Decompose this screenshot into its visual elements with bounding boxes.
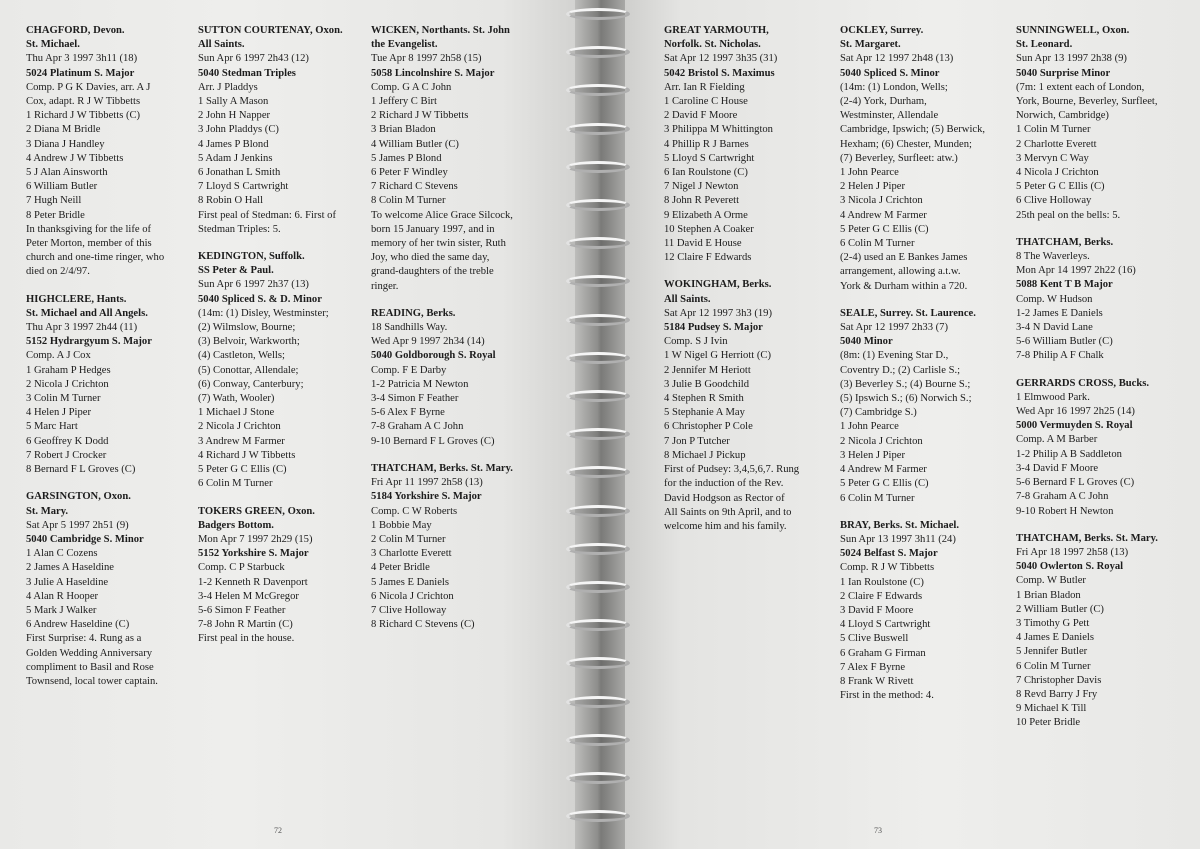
peal-line: Tue Apr 8 1997 2h58 (15) bbox=[371, 53, 482, 65]
binding-ring bbox=[566, 161, 630, 173]
peal-line: Norwich, Cambridge) bbox=[1016, 110, 1109, 122]
tower-name: Badgers Bottom. bbox=[198, 519, 274, 531]
peal-line: In thanksgiving for the life of bbox=[26, 223, 152, 235]
peal-entry bbox=[1016, 236, 1184, 364]
peal-line: Mon Apr 7 1997 2h29 (15) bbox=[198, 533, 313, 545]
peal-entry bbox=[840, 519, 1008, 704]
peal-line: Sun Apr 6 1997 2h37 (13) bbox=[198, 279, 309, 291]
peal-line: 7 Clive Holloway bbox=[371, 604, 447, 616]
peal-line: 8 Michael J Pickup bbox=[664, 449, 746, 461]
right-col-3 bbox=[1016, 24, 1184, 744]
peal-line: 6 Colin M Turner bbox=[840, 492, 915, 504]
peal-line: 2 Nicola J Crichton bbox=[198, 421, 281, 433]
peal-line: 8 Revd Barry J Fry bbox=[1016, 688, 1098, 700]
binding-ring bbox=[566, 543, 630, 555]
peal-line: 7 Robert J Crocker bbox=[26, 449, 107, 461]
peal-line: Sun Apr 13 1997 3h11 (24) bbox=[840, 533, 956, 545]
peal-entry bbox=[26, 24, 194, 280]
tower-name: HIGHCLERE, Hants. bbox=[26, 293, 127, 305]
peal-line: York & Durham within a 720. bbox=[840, 280, 968, 292]
peal-line: 9-10 Robert H Newton bbox=[1016, 505, 1114, 517]
peal-entry bbox=[840, 307, 1008, 506]
peal-line: 5 Peter G C Ellis (C) bbox=[198, 464, 287, 476]
peal-line: (2-4) used an E Bankes James bbox=[840, 252, 968, 264]
tower-name: St. Mary. bbox=[26, 505, 69, 517]
peal-line: First in the method: 4. bbox=[840, 690, 934, 702]
peal-line: 3 Andrew M Farmer bbox=[198, 435, 285, 447]
method-title: 5040 Stedman Triples bbox=[198, 67, 296, 79]
peal-line: 4 Nicola J Crichton bbox=[1016, 167, 1099, 179]
peal-line: (4) Castleton, Wells; bbox=[198, 350, 285, 362]
peal-line: born 15 January 1997, and in bbox=[371, 223, 495, 235]
peal-line: 4 Richard J W Tibbetts bbox=[198, 449, 296, 461]
peal-line: 1 Jeffery C Birt bbox=[371, 96, 438, 108]
peal-line: Arr. J Pladdys bbox=[198, 81, 258, 93]
peal-line: 1 Elmwood Park. bbox=[1016, 391, 1090, 403]
peal-line: Hexham; (6) Chester, Munden; bbox=[840, 138, 972, 150]
peal-line: 6 Peter F Windley bbox=[371, 167, 448, 179]
binding-ring bbox=[566, 505, 630, 517]
peal-line: 6 Colin M Turner bbox=[840, 238, 915, 250]
peal-line: 6 Christopher P Cole bbox=[664, 421, 753, 433]
method-title: 5152 Hydrargyum S. Major bbox=[26, 336, 152, 348]
peal-line: Comp. C P Starbuck bbox=[198, 562, 285, 574]
peal-entry bbox=[840, 24, 1008, 294]
peal-line: 7 Christopher Davis bbox=[1016, 674, 1102, 686]
peal-line: Sun Apr 6 1997 2h43 (12) bbox=[198, 53, 309, 65]
peal-line: York, Bourne, Beverley, Surfleet, bbox=[1016, 96, 1158, 108]
tower-name: SEALE, Surrey. St. Laurence. bbox=[840, 307, 976, 319]
left-col-1 bbox=[26, 24, 194, 702]
peal-line: 1 Caroline C House bbox=[664, 96, 748, 108]
page-number-right: 73 bbox=[874, 826, 882, 835]
peal-line: 5 Stephanie A May bbox=[664, 407, 745, 419]
peal-line: 4 James P Blond bbox=[198, 138, 269, 150]
tower-name: WICKEN, Northants. St. John bbox=[371, 25, 510, 36]
peal-line: 4 Stephen R Smith bbox=[664, 393, 744, 405]
peal-line: 6 Ian Roulstone (C) bbox=[664, 167, 748, 179]
peal-line: 2 Diana M Bridle bbox=[26, 124, 101, 136]
peal-line: 1 W Nigel G Herriott (C) bbox=[664, 350, 771, 362]
tower-name: SUTTON COURTENAY, Oxon. bbox=[198, 25, 343, 36]
tower-name: SS Peter & Paul. bbox=[198, 265, 274, 277]
peal-line: Comp. R J W Tibbetts bbox=[840, 562, 935, 574]
peal-line: 5-6 Bernard F L Groves (C) bbox=[1016, 477, 1135, 489]
peal-line: 2 Charlotte Everett bbox=[1016, 138, 1097, 150]
binding-ring bbox=[566, 352, 630, 364]
peal-line: 8 Colin M Turner bbox=[371, 195, 446, 207]
method-title: 5088 Kent T B Major bbox=[1016, 279, 1113, 291]
peal-line: (6) Conway, Canterbury; bbox=[198, 378, 304, 390]
peal-line: 3 Brian Bladon bbox=[371, 124, 436, 136]
peal-line: 8 John R Peverett bbox=[664, 195, 740, 207]
peal-line: 2 Nicola J Crichton bbox=[26, 378, 109, 390]
right-page bbox=[610, 0, 1200, 849]
binding-ring bbox=[566, 199, 630, 211]
peal-line: Wed Apr 9 1997 2h34 (14) bbox=[371, 336, 485, 348]
peal-line: 1 Ian Roulstone (C) bbox=[840, 576, 924, 588]
peal-line: 3 Philippa M Whittington bbox=[664, 124, 773, 136]
peal-line: Comp. A J Cox bbox=[26, 350, 91, 362]
peal-line: 1 Sally A Mason bbox=[198, 96, 269, 108]
peal-line: 2 David F Moore bbox=[664, 110, 738, 122]
peal-line: 5 Lloyd S Cartwright bbox=[664, 152, 755, 164]
peal-line: 5 Clive Buswell bbox=[840, 633, 909, 645]
peal-line: Fri Apr 18 1997 2h58 (13) bbox=[1016, 546, 1129, 558]
peal-line: 3-4 N David Lane bbox=[1016, 322, 1093, 334]
peal-line: 1-2 Kenneth R Davenport bbox=[198, 576, 308, 588]
method-title: 5040 Spliced S. & D. Minor bbox=[198, 293, 322, 305]
peal-line: (7) Cambridge S.) bbox=[840, 407, 917, 419]
binding-ring bbox=[566, 581, 630, 593]
peal-line: ringer. bbox=[371, 280, 399, 292]
peal-entry bbox=[1016, 24, 1184, 223]
tower-name: THATCHAM, Berks. St. Mary. bbox=[1016, 532, 1158, 544]
tower-name: CHAGFORD, Devon. bbox=[26, 25, 125, 36]
peal-line: Sat Apr 12 1997 3h3 (19) bbox=[664, 307, 772, 319]
peal-line: 7 Richard C Stevens bbox=[371, 181, 458, 193]
method-title: 5040 Owlerton S. Royal bbox=[1016, 561, 1124, 573]
peal-line: Wed Apr 16 1997 2h25 (14) bbox=[1016, 406, 1135, 418]
peal-line: 6 Geoffrey K Dodd bbox=[26, 435, 109, 447]
peal-line: Fri Apr 11 1997 2h58 (13) bbox=[371, 477, 483, 489]
peal-line: 4 Andrew M Farmer bbox=[840, 464, 927, 476]
peal-line: 10 Peter Bridle bbox=[1016, 717, 1081, 729]
peal-line: 8 Robin O Hall bbox=[198, 195, 264, 207]
peal-line: Thu Apr 3 1997 3h11 (18) bbox=[26, 53, 138, 65]
peal-line: First peal of Stedman: 6. First of bbox=[198, 209, 337, 221]
peal-entry bbox=[371, 307, 539, 449]
peal-line: Comp. P G K Davies, arr. A J bbox=[26, 81, 151, 93]
peal-line: 4 Alan R Hooper bbox=[26, 590, 99, 602]
peal-line: Comp. F E Darby bbox=[371, 364, 447, 376]
binding-ring bbox=[566, 734, 630, 746]
peal-line: 4 Helen J Piper bbox=[26, 407, 92, 419]
peal-line: 3 Julie A Haseldine bbox=[26, 576, 109, 588]
peal-line: First peal in the house. bbox=[198, 633, 295, 645]
peal-line: Comp. W Hudson bbox=[1016, 293, 1093, 305]
peal-line: 4 Peter Bridle bbox=[371, 562, 430, 574]
peal-line: Westminster, Allendale bbox=[840, 110, 939, 122]
peal-line: 6 Andrew Haseldine (C) bbox=[26, 619, 130, 631]
peal-line: memory of her twin sister, Ruth bbox=[371, 238, 506, 250]
binding-ring bbox=[566, 696, 630, 708]
peal-line: 1 Bobbie May bbox=[371, 519, 432, 531]
right-col-1 bbox=[664, 24, 832, 547]
peal-line: 3 Diana J Handley bbox=[26, 138, 105, 150]
tower-name: READING, Berks. bbox=[371, 307, 456, 319]
peal-line: 7 Jon P Tutcher bbox=[664, 435, 730, 447]
peal-line: 1-2 James E Daniels bbox=[1016, 307, 1103, 319]
tower-name: St. Margaret. bbox=[840, 39, 901, 51]
method-title: 5042 Bristol S. Maximus bbox=[664, 67, 775, 79]
tower-name: TOKERS GREEN, Oxon. bbox=[198, 505, 315, 517]
peal-line: Comp. W Butler bbox=[1016, 575, 1086, 587]
peal-entry bbox=[26, 293, 194, 478]
peal-line: 6 Colin M Turner bbox=[198, 478, 273, 490]
binding-ring bbox=[566, 314, 630, 326]
tower-name: GERRARDS CROSS, Bucks. bbox=[1016, 377, 1150, 389]
peal-line: 6 Colin M Turner bbox=[1016, 660, 1091, 672]
peal-line: compliment to Basil and Rose bbox=[26, 661, 154, 673]
binding-ring bbox=[566, 123, 630, 135]
method-title: 5184 Yorkshire S. Major bbox=[371, 491, 482, 503]
peal-line: 2 James A Haseldine bbox=[26, 562, 114, 574]
tower-name: GARSINGTON, Oxon. bbox=[26, 491, 131, 503]
peal-line: Peter Morton, member of this bbox=[26, 238, 152, 250]
tower-name: St. Michael and All Angels. bbox=[26, 307, 148, 319]
peal-entry bbox=[1016, 377, 1184, 519]
peal-line: 7 Hugh Neill bbox=[26, 195, 82, 207]
page-number-left: 72 bbox=[274, 826, 282, 835]
peal-line: 5 James E Daniels bbox=[371, 576, 449, 588]
peal-line: 9-10 Bernard F L Groves (C) bbox=[371, 435, 495, 447]
peal-line: Coventry D.; (2) Carlisle S.; bbox=[840, 364, 961, 376]
peal-line: Cambridge, Ipswich; (5) Berwick, bbox=[840, 124, 986, 136]
peal-entry bbox=[198, 505, 366, 647]
peal-line: 8 Bernard F L Groves (C) bbox=[26, 464, 136, 476]
peal-line: 8 Frank W Rivett bbox=[840, 675, 914, 687]
peal-line: (14m: (1) Disley, Westminster; bbox=[198, 307, 329, 319]
peal-entry bbox=[26, 490, 194, 689]
peal-line: 7 Lloyd S Cartwright bbox=[198, 181, 289, 193]
peal-entry bbox=[664, 24, 832, 265]
peal-line: 7-8 Graham A C John bbox=[371, 421, 464, 433]
peal-line: 11 David E House bbox=[664, 238, 742, 250]
peal-line: 5-6 Simon F Feather bbox=[198, 604, 286, 616]
binding-ring bbox=[566, 772, 630, 784]
peal-line: Cox, adapt. R J W Tibbetts bbox=[26, 96, 141, 108]
peal-line: Sat Apr 12 1997 3h35 (31) bbox=[664, 53, 778, 65]
peal-line: Sun Apr 13 1997 2h38 (9) bbox=[1016, 53, 1127, 65]
tower-name: BRAY, Berks. St. Michael. bbox=[840, 519, 959, 531]
peal-line: (7) Wath, Wooler) bbox=[198, 393, 275, 405]
method-title: 5024 Belfast S. Major bbox=[840, 548, 938, 560]
peal-line: 4 Lloyd S Cartwright bbox=[840, 619, 931, 631]
tower-name: GREAT YARMOUTH, bbox=[664, 25, 769, 36]
peal-line: 3 Charlotte Everett bbox=[371, 548, 452, 560]
peal-line: Sat Apr 12 1997 2h33 (7) bbox=[840, 322, 948, 334]
peal-line: (2) Wilmslow, Bourne; bbox=[198, 322, 296, 334]
peal-line: 3 David F Moore bbox=[840, 604, 914, 616]
peal-line: 7-8 Graham A C John bbox=[1016, 491, 1109, 503]
method-title: 5152 Yorkshire S. Major bbox=[198, 548, 309, 560]
peal-line: 1 Brian Bladon bbox=[1016, 589, 1081, 601]
peal-line: 3 Helen J Piper bbox=[840, 449, 906, 461]
peal-line: 5 Peter G C Ellis (C) bbox=[840, 478, 929, 490]
peal-line: 2 John H Napper bbox=[198, 110, 271, 122]
left-col-2 bbox=[198, 24, 366, 660]
peal-line: (5) Conottar, Allendale; bbox=[198, 364, 299, 376]
peal-line: 2 William Butler (C) bbox=[1016, 603, 1104, 615]
binding-ring bbox=[566, 8, 630, 20]
peal-line: 10 Stephen A Coaker bbox=[664, 223, 754, 235]
peal-line: 5-6 Alex F Byrne bbox=[371, 407, 445, 419]
method-title: 5040 Surprise Minor bbox=[1016, 67, 1111, 79]
peal-line: 5 Mark J Walker bbox=[26, 604, 97, 616]
peal-line: 3 John Pladdys (C) bbox=[198, 124, 279, 136]
peal-line: First of Pudsey: 3,4,5,6,7. Rung bbox=[664, 464, 800, 476]
tower-name: Norfolk. St. Nicholas. bbox=[664, 39, 761, 51]
peal-line: 1 Colin M Turner bbox=[1016, 124, 1091, 136]
peal-line: 3-4 David F Moore bbox=[1016, 462, 1099, 474]
peal-line: 1 Michael J Stone bbox=[198, 407, 275, 419]
peal-line: 5-6 William Butler (C) bbox=[1016, 336, 1113, 348]
peal-line: grand-daughters of the treble bbox=[371, 266, 494, 278]
peal-line: (5) Ipswich S.; (6) Norwich S.; bbox=[840, 393, 972, 405]
peal-line: (8m: (1) Evening Star D., bbox=[840, 350, 949, 362]
peal-line: (14m: (1) London, Wells; bbox=[840, 81, 948, 93]
peal-line: Mon Apr 14 1997 2h22 (16) bbox=[1016, 265, 1136, 277]
peal-line: 4 Phillip R J Barnes bbox=[664, 138, 749, 150]
peal-line: 4 Andrew J W Tibbetts bbox=[26, 152, 124, 164]
peal-line: All Saints on 9th April, and to bbox=[664, 506, 792, 518]
peal-line: 2 Nicola J Crichton bbox=[840, 435, 923, 447]
peal-entry bbox=[371, 24, 539, 294]
peal-line: 1 Graham P Hedges bbox=[26, 364, 111, 376]
peal-line: Sat Apr 12 1997 2h48 (13) bbox=[840, 53, 954, 65]
peal-line: 1 John Pearce bbox=[840, 421, 899, 433]
peal-line: Sat Apr 5 1997 2h51 (9) bbox=[26, 519, 129, 531]
peal-line: 3-4 Helen M McGregor bbox=[198, 590, 299, 602]
peal-line: 9 Michael K Till bbox=[1016, 703, 1087, 715]
peal-line: 2 Helen J Piper bbox=[840, 181, 906, 193]
peal-line: (7) Beverley, Surfleet: atw.) bbox=[840, 152, 958, 164]
peal-line: 6 William Butler bbox=[26, 181, 98, 193]
peal-line: 5 J Alan Ainsworth bbox=[26, 167, 108, 179]
peal-line: 1-2 Patricia M Newton bbox=[371, 378, 469, 390]
peal-entry bbox=[198, 250, 366, 491]
peal-line: 1 John Pearce bbox=[840, 167, 899, 179]
tower-name: WOKINGHAM, Berks. bbox=[664, 279, 772, 291]
peal-line: arrangement, allowing a.t.w. bbox=[840, 266, 961, 278]
peal-line: 1 Alan C Cozens bbox=[26, 548, 98, 560]
peal-line: 3 Julie B Goodchild bbox=[664, 378, 750, 390]
method-title: 5040 Cambridge S. Minor bbox=[26, 533, 144, 545]
peal-line: 7 Alex F Byrne bbox=[840, 661, 906, 673]
peal-line: Comp. S J Ivin bbox=[664, 336, 728, 348]
method-title: 5024 Platinum S. Major bbox=[26, 67, 135, 79]
peal-entry bbox=[198, 24, 366, 237]
peal-line: 3-4 Simon F Feather bbox=[371, 393, 459, 405]
peal-line: 5 James P Blond bbox=[371, 152, 442, 164]
peal-line: 2 Claire F Edwards bbox=[840, 590, 923, 602]
peal-line: died on 2/4/97. bbox=[26, 266, 90, 278]
peal-line: 7-8 John R Martin (C) bbox=[198, 619, 293, 631]
peal-line: 5 Adam J Jenkins bbox=[198, 152, 273, 164]
peal-line: 18 Sandhills Way. bbox=[371, 322, 448, 334]
peal-line: 8 Peter Bridle bbox=[26, 209, 85, 221]
peal-line: David Hodgson as Rector of bbox=[664, 492, 785, 504]
peal-line: Stedman Triples: 5. bbox=[198, 223, 281, 235]
peal-line: (3) Beverley S.; (4) Bourne S.; bbox=[840, 378, 971, 390]
tower-name: KEDINGTON, Suffolk. bbox=[198, 251, 305, 263]
tower-name: SUNNINGWELL, Oxon. bbox=[1016, 25, 1130, 36]
peal-line: 5 Peter G C Ellis (C) bbox=[1016, 181, 1105, 193]
peal-line: 6 Graham G Firman bbox=[840, 647, 926, 659]
peal-line: First Surprise: 4. Rung as a bbox=[26, 633, 142, 645]
peal-line: Joy, who died the same day, bbox=[371, 252, 490, 264]
peal-line: welcome him and his family. bbox=[664, 520, 787, 532]
tower-name: THATCHAM, Berks. St. Mary. bbox=[371, 462, 513, 474]
peal-line: 6 Jonathan L Smith bbox=[198, 167, 281, 179]
peal-entry bbox=[1016, 532, 1184, 731]
peal-line: Townsend, local tower captain. bbox=[26, 675, 158, 687]
peal-line: 4 William Butler (C) bbox=[371, 138, 459, 150]
peal-line: Thu Apr 3 1997 2h44 (11) bbox=[26, 322, 138, 334]
peal-line: 1 Richard J W Tibbetts (C) bbox=[26, 110, 141, 122]
tower-name: St. Michael. bbox=[26, 39, 80, 51]
peal-entry bbox=[371, 462, 539, 632]
peal-line: 4 Andrew M Farmer bbox=[840, 209, 927, 221]
method-title: 5040 Spliced S. Minor bbox=[840, 67, 940, 79]
peal-line: 9 Elizabeth A Orme bbox=[664, 209, 748, 221]
peal-line: Arr. Ian R Fielding bbox=[664, 81, 745, 93]
peal-line: Comp. G A C John bbox=[371, 81, 452, 93]
binding-ring bbox=[566, 390, 630, 402]
peal-line: Comp. C W Roberts bbox=[371, 505, 458, 517]
peal-line: 12 Claire F Edwards bbox=[664, 252, 752, 264]
peal-line: To welcome Alice Grace Silcock, bbox=[371, 209, 513, 221]
peal-line: 7 Nigel J Newton bbox=[664, 181, 739, 193]
peal-line: 5 Peter G C Ellis (C) bbox=[840, 223, 929, 235]
tower-name: THATCHAM, Berks. bbox=[1016, 236, 1114, 248]
peal-line: 2 Richard J W Tibbetts bbox=[371, 110, 469, 122]
method-title: 5184 Pudsey S. Major bbox=[664, 322, 763, 334]
peal-line: 6 Clive Holloway bbox=[1016, 195, 1092, 207]
peal-line: 7-8 Philip A F Chalk bbox=[1016, 350, 1104, 362]
peal-line: 5 Marc Hart bbox=[26, 421, 78, 433]
peal-line: 5 Jennifer Butler bbox=[1016, 646, 1088, 658]
tower-name: the Evangelist. bbox=[371, 39, 438, 51]
left-col-3 bbox=[371, 24, 539, 645]
peal-line: (7m: 1 extent each of London, bbox=[1016, 81, 1145, 93]
peal-line: Comp. A M Barber bbox=[1016, 434, 1098, 446]
method-title: 5000 Vermuyden S. Royal bbox=[1016, 420, 1133, 432]
peal-line: 6 Nicola J Crichton bbox=[371, 590, 454, 602]
peal-line: 2 Colin M Turner bbox=[371, 533, 446, 545]
peal-line: 2 Jennifer M Heriott bbox=[664, 364, 751, 376]
tower-name: All Saints. bbox=[664, 293, 711, 305]
peal-line: (3) Belvoir, Warkworth; bbox=[198, 336, 300, 348]
peal-line: 8 Richard C Stevens (C) bbox=[371, 619, 475, 631]
peal-line: (2-4) York, Durham, bbox=[840, 96, 927, 108]
right-col-2 bbox=[840, 24, 1008, 716]
method-title: 5058 Lincolnshire S. Major bbox=[371, 67, 495, 79]
peal-line: 3 Nicola J Crichton bbox=[840, 195, 923, 207]
peal-line: 8 The Waverleys. bbox=[1016, 251, 1090, 263]
tower-name: OCKLEY, Surrey. bbox=[840, 25, 924, 36]
peal-line: 3 Colin M Turner bbox=[26, 393, 101, 405]
peal-line: 4 James E Daniels bbox=[1016, 632, 1094, 644]
peal-line: 25th peal on the bells: 5. bbox=[1016, 209, 1121, 221]
left-page bbox=[0, 0, 590, 849]
method-title: 5040 Goldborough S. Royal bbox=[371, 350, 496, 362]
peal-line: 3 Timothy G Pett bbox=[1016, 617, 1090, 629]
tower-name: All Saints. bbox=[198, 39, 245, 51]
peal-line: 1-2 Philip A B Saddleton bbox=[1016, 448, 1122, 460]
peal-line: for the induction of the Rev. bbox=[664, 478, 784, 490]
peal-line: 3 Mervyn C Way bbox=[1016, 152, 1089, 164]
method-title: 5040 Minor bbox=[840, 336, 893, 348]
peal-entry bbox=[664, 278, 832, 534]
peal-line: church and one-time ringer, who bbox=[26, 252, 165, 264]
peal-line: Golden Wedding Anniversary bbox=[26, 647, 153, 659]
tower-name: St. Leonard. bbox=[1016, 39, 1073, 51]
